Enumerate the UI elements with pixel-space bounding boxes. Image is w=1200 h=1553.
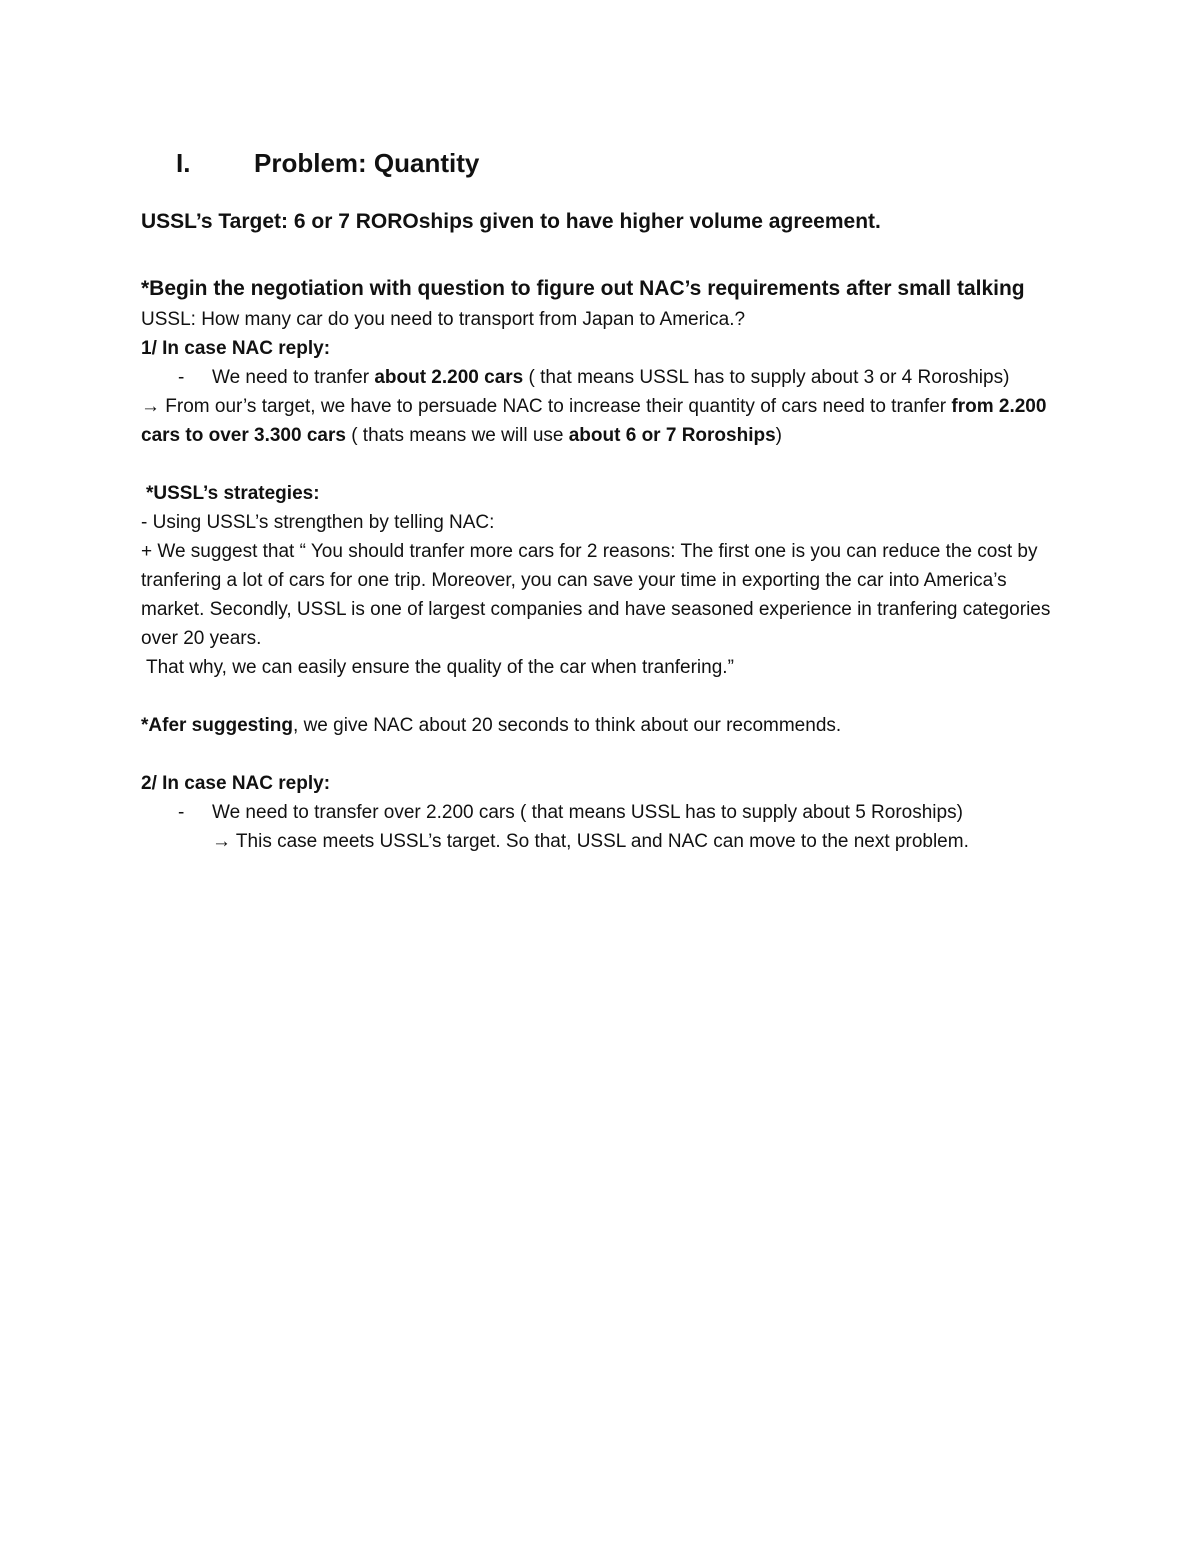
heading-number: I. (176, 148, 191, 178)
case2-label: 2/ In case NAC reply: (141, 773, 331, 794)
spacer (141, 450, 1071, 479)
case2-list-item (141, 798, 1071, 827)
begin-negotiation-line: *Begin the negotiation with question to figure out NAC’s requirements after small talking (141, 277, 1025, 300)
list-dash: - (178, 802, 185, 823)
target-line: USSL’s Target: 6 or 7 ROROships given to have higher volume agreement. (141, 210, 881, 233)
persuade-end: ) (775, 425, 782, 446)
case1-list-item (141, 363, 1071, 392)
section-heading (141, 140, 1071, 186)
strategies-line3: That why, we can easily ensure the quality of the car when tranfering.” (146, 657, 734, 678)
after-suggesting-line (141, 711, 1071, 740)
question-line: USSL: How many car do you need to transport from Japan to America.? (141, 309, 746, 330)
strategies-label: *USSL’s strategies: (146, 483, 320, 504)
case2-item-text: We need to transfer over 2.200 cars ( that means USSL has to supply about 5 Roroships) (212, 802, 963, 823)
heading-title: Problem: Quantity (254, 148, 480, 178)
arrow-icon: → (212, 831, 231, 852)
persuade-pre: From our’s target, we have to persuade NAC to increase their quantity of cars need to tranfer (160, 396, 952, 417)
strategies-line2: + We suggest that “ You should tranfer more cars for 2 reasons: The first one is you can reduce the cost by tranfering a lot of cars for one trip. Moreover, you can save your time in exporting the car into America’s market. Secondly, USSL is one of largest companies and have seasoned experience in tranfering categories over 20 years. (141, 541, 1051, 649)
persuade-mid: ( thats means we will use (345, 425, 569, 446)
list-dash: - (178, 367, 185, 388)
case2-conclusion (141, 827, 1071, 856)
after-rest: , we give NAC about 20 seconds to think about our recommends. (293, 715, 842, 736)
spacer (141, 682, 1071, 711)
document-page (141, 140, 1071, 856)
spacer (141, 740, 1071, 769)
persuade-bold-quantity: from 2.200 cars to over 3.300 cars (141, 396, 1047, 446)
arrow-icon: → (141, 396, 160, 417)
after-bold: *Afer suggesting (141, 715, 294, 736)
case1-item-bold: about 2.200 cars (374, 367, 524, 388)
persuade-bold-ships: about 6 or 7 Roroships (568, 425, 776, 446)
case1-item-pre: We need to tranfer (212, 367, 375, 388)
case2-conclusion-text: This case meets USSL’s target. So that, USSL and NAC can move to the next problem. (231, 831, 969, 852)
persuade-paragraph (141, 392, 1071, 450)
case1-item-post: ( that means USSL has to supply about 3 or 4 Roroships) (523, 367, 1010, 388)
case1-label: 1/ In case NAC reply: (141, 338, 331, 359)
strategies-line1: - Using USSL’s strengthen by telling NAC: (141, 512, 495, 533)
